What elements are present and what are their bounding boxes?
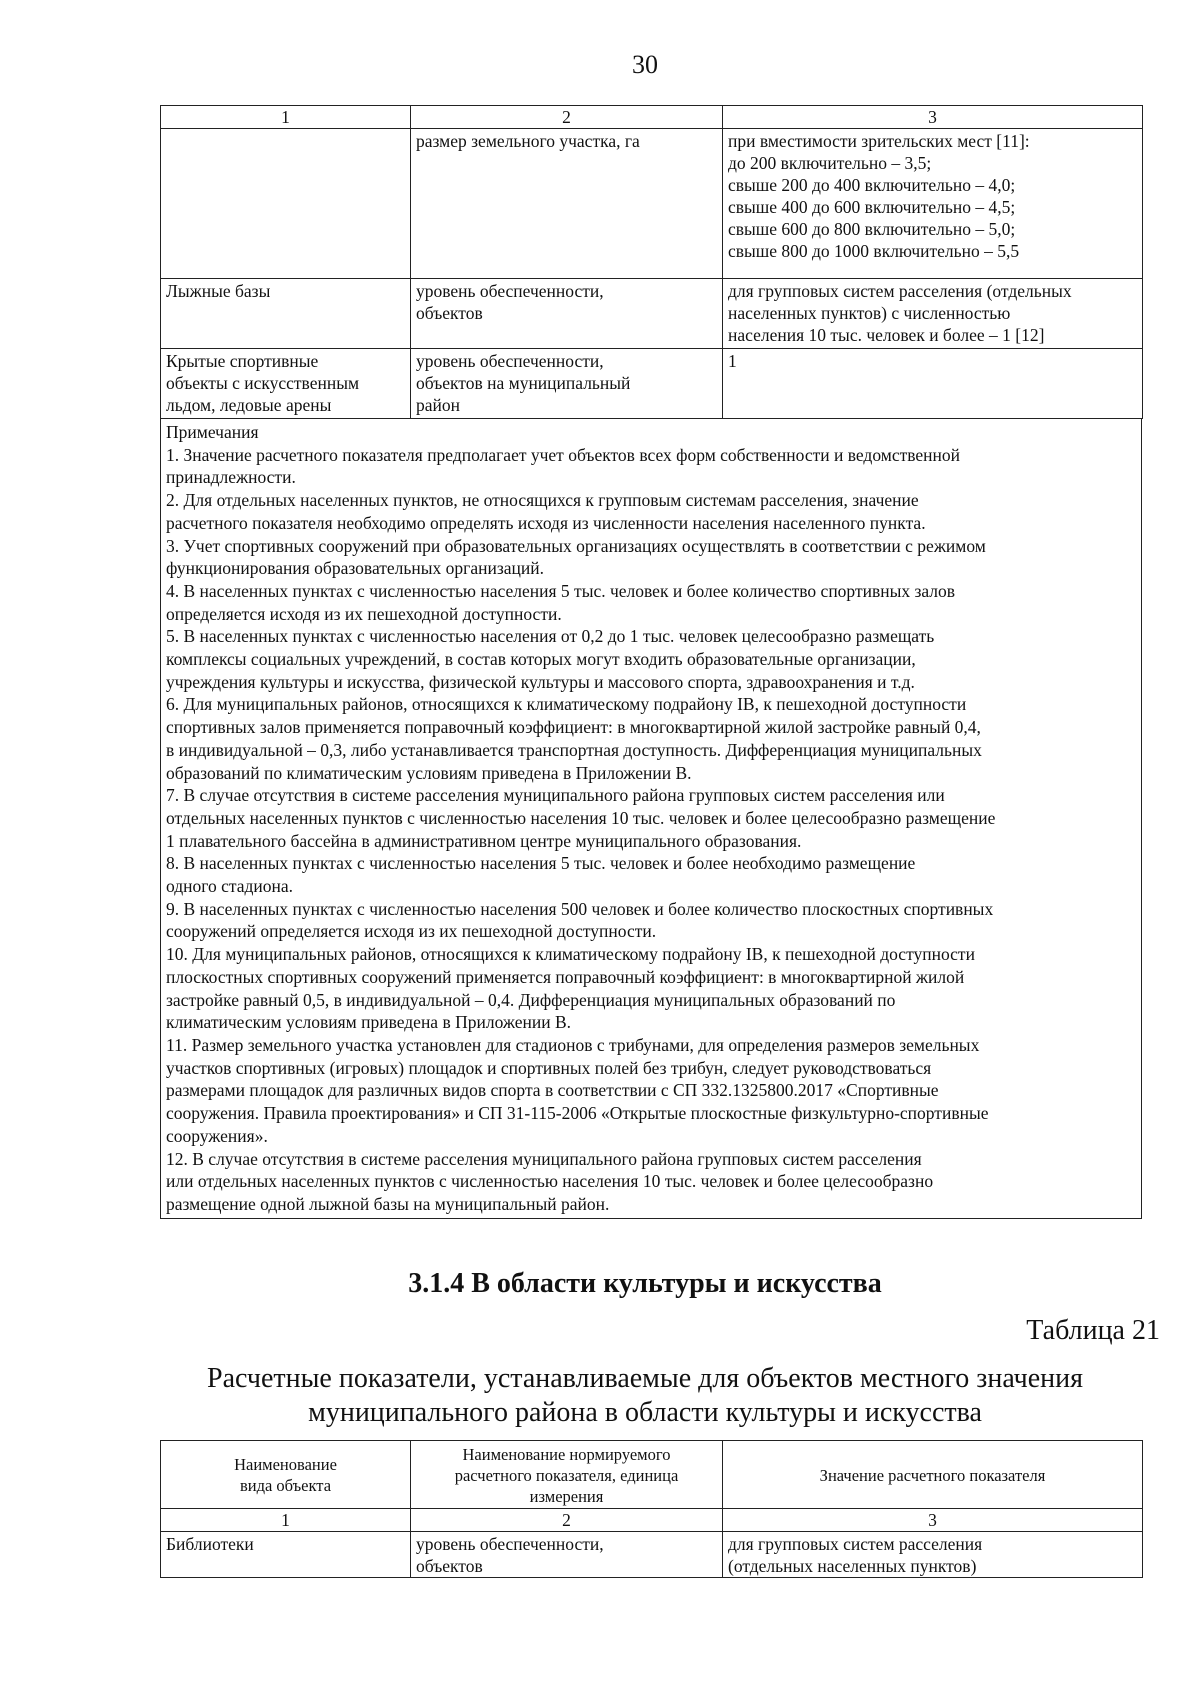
note-line: спортивных залов применяется поправочный коэффициент: в многоквартирной жилой застройке равный 0,4, (166, 717, 981, 738)
note-line: 5. В населенных пунктах с численностью населения от 0,2 до 1 тыс. человек целесообразно размещать (166, 626, 935, 647)
cell-line: объектов (416, 303, 483, 323)
note-line: плоскостных спортивных сооружений применяется поправочный коэффициент: в многоквартирной жилой (166, 966, 965, 987)
cell-line: Наименование нормируемого (462, 1444, 671, 1464)
note-line: 7. В случае отсутствия в системе расселения муниципального района групповых систем расселения или (166, 785, 945, 806)
column-number-row (161, 1509, 1143, 1532)
cell-line: Крытые спортивные (166, 351, 319, 371)
cell-line: при вместимости зрительских мест [11]: (728, 131, 1030, 151)
note-line: 11. Размер земельного участка установлен для стадионов с трибунами, для определения размеров земельных (166, 1034, 980, 1055)
sports-facilities-table-continued (160, 105, 1143, 419)
note-line: расчетного показателя необходимо определять исходя из численности населения населенного пункта. (166, 512, 926, 533)
column-number: 2 (411, 106, 723, 129)
indicator-cell (411, 349, 723, 419)
culture-facilities-table (160, 1440, 1143, 1578)
note-line: климатическим условиям приведена в Приложении В. (166, 1012, 572, 1033)
column-number: 3 (723, 106, 1143, 129)
note-item (166, 784, 1136, 852)
indicator-cell (411, 279, 723, 349)
value-cell (723, 129, 1143, 279)
cell-line: свыше 200 до 400 включительно – 4,0; (728, 175, 1016, 195)
note-line: 1 плавательного бассейна в административном центре муниципального образования. (166, 830, 802, 851)
notes-list (166, 444, 1136, 1216)
note-line: 3. Учет спортивных сооружений при образовательных организациях осуществлять в соответствии с режимом (166, 535, 986, 556)
note-item (166, 625, 1136, 693)
column-number: 2 (411, 1509, 723, 1532)
table-row (161, 349, 1143, 419)
note-line: принадлежности. (166, 467, 296, 488)
value-cell (723, 349, 1143, 419)
note-line: 1. Значение расчетного показателя предполагает учет объектов всех форм собственности и ведомственной (166, 444, 961, 465)
column-number: 1 (161, 1509, 411, 1532)
cell-line: Значение расчетного показателя (819, 1465, 1046, 1485)
table-row (161, 129, 1143, 279)
note-line: 9. В населенных пунктах с численностью населения 500 человек и более количество плоскостных спортивных (166, 898, 994, 919)
column-number: 3 (723, 1509, 1143, 1532)
note-line: 2. Для отдельных населенных пунктов, не относящихся к групповым системам расселения, значение (166, 490, 919, 511)
note-line: 8. В населенных пунктах с численностью населения 5 тыс. человек и более необходимо размещение (166, 853, 916, 874)
table-row (161, 279, 1143, 349)
cell-line: до 200 включительно – 3,5; (728, 153, 932, 173)
cell-line: уровень обеспеченности, (416, 281, 604, 301)
note-line: размерами площадок для различных видов спорта в соответствии с СП 332.1325800.2017 «Спортивные (166, 1080, 939, 1101)
table-row (161, 1532, 1143, 1578)
note-line: 6. Для муниципальных районов, относящихся к климатическому подрайону IВ, к пешеходной доступности (166, 694, 967, 715)
object-name-cell (161, 349, 411, 419)
note-line: участков спортивных (игровых) площадок и спортивных полей без трибун, следует руководствоваться (166, 1057, 932, 1078)
note-item (166, 693, 1136, 784)
page-number: 30 (632, 50, 658, 79)
object-name-cell (161, 279, 411, 349)
note-line: сооружения. Правила проектирования» и СП 31-115-2006 «Открытые плоскостные физкультурно-спортивные (166, 1103, 989, 1124)
cell-line: (отдельных населенных пунктов) (728, 1556, 977, 1576)
table-caption (0, 1362, 1200, 1430)
cell-line: Лыжные базы (166, 281, 271, 301)
indicator-cell (411, 129, 723, 279)
note-line: одного стадиона. (166, 876, 294, 897)
cell-line: Библиотеки (166, 1534, 254, 1554)
note-line: сооружений определяется исходя из их пешеходной доступности. (166, 921, 657, 942)
object-name-cell (161, 129, 411, 279)
header-row (161, 1441, 1143, 1509)
note-item (166, 489, 1136, 534)
note-line: 12. В случае отсутствия в системе расселения муниципального района групповых систем расселения (166, 1148, 922, 1169)
notes-block (160, 418, 1142, 1219)
note-item (166, 580, 1136, 625)
note-line: 10. Для муниципальных районов, относящихся к климатическому подрайону IВ, к пешеходной доступности (166, 944, 975, 965)
cell-line: объекты с искусственным (166, 373, 360, 393)
object-name-cell (161, 1532, 411, 1578)
note-line: в индивидуальной – 0,3, либо устанавливается транспортная доступность. Дифференциация муниципальных (166, 739, 982, 760)
note-line: комплексы социальных учреждений, в состав которых могут входить образовательные организации, (166, 649, 916, 670)
cell-line: свыше 600 до 800 включительно – 5,0; (728, 219, 1016, 239)
cell-line: населенных пунктов) с численностью (728, 303, 1011, 323)
note-line: образований по климатическим условиям приведена в Приложении В. (166, 762, 692, 783)
note-line: сооружения». (166, 1125, 268, 1146)
note-item (166, 1034, 1136, 1148)
cell-line: размер земельного участка, га (416, 131, 640, 151)
header-cell (161, 1441, 411, 1509)
cell-line: свыше 400 до 600 включительно – 4,5; (728, 197, 1016, 217)
note-line: отдельных населенных пунктов с численностью населения 10 тыс. человек и более целесообразно размещение (166, 807, 996, 828)
note-item (166, 444, 1136, 489)
note-item (166, 943, 1136, 1034)
note-line: функционирования образовательных организаций. (166, 558, 544, 579)
cell-line: льдом, ледовые арены (166, 395, 332, 415)
note-item (166, 852, 1136, 897)
cell-line: для групповых систем расселения (728, 1534, 983, 1554)
value-cell (723, 1532, 1143, 1578)
section-heading: 3.1.4 В области культуры и искусства (408, 1268, 882, 1299)
cell-line: населения 10 тыс. человек и более – 1 [12] (728, 325, 1045, 345)
note-line: учреждения культуры и искусства, физической культуры и массового спорта, здравоохранения и т.д. (166, 671, 915, 692)
cell-line: Наименование (234, 1455, 337, 1474)
note-line: или отдельных населенных пунктов с численностью населения 10 тыс. человек и более целесообразно (166, 1171, 934, 1192)
cell-line: уровень обеспеченности, (416, 351, 604, 371)
value-cell (723, 279, 1143, 349)
caption-line: муниципального района в области культуры и искусства (308, 1397, 982, 1428)
table-label: Таблица 21 (1026, 1315, 1160, 1346)
cell-line: 1 (728, 351, 737, 371)
header-cell (723, 1441, 1143, 1509)
cell-line: для групповых систем расселения (отдельных (728, 281, 1072, 301)
note-item (166, 898, 1136, 943)
notes-title: Примечания (166, 422, 259, 442)
cell-line: уровень обеспеченности, (416, 1534, 604, 1554)
note-item (166, 535, 1136, 580)
cell-line: расчетного показателя, единица (454, 1465, 679, 1485)
indicator-cell (411, 1532, 723, 1578)
column-number-row (161, 106, 1143, 129)
note-item (166, 1148, 1136, 1216)
note-line: определяется исходя из их пешеходной доступности. (166, 603, 562, 624)
column-number: 1 (161, 106, 411, 129)
caption-line: Расчетные показатели, устанавливаемые для объектов местного значения (207, 1363, 1083, 1394)
cell-line: свыше 800 до 1000 включительно – 5,5 (728, 241, 1020, 261)
header-cell (411, 1441, 723, 1509)
note-line: размещение одной лыжной базы на муниципальный район. (166, 1193, 610, 1214)
cell-line: район (416, 395, 460, 415)
cell-line: объектов (416, 1556, 483, 1576)
cell-line: измерения (529, 1486, 604, 1506)
note-line: застройке равный 0,5, в индивидуальной – 0,4. Дифференциация муниципальных образований по (166, 989, 896, 1010)
note-line: 4. В населенных пунктах с численностью населения 5 тыс. человек и более количество спортивных залов (166, 580, 956, 601)
cell-line: объектов на муниципальный (416, 373, 631, 393)
cell-line: вида объекта (239, 1476, 332, 1495)
